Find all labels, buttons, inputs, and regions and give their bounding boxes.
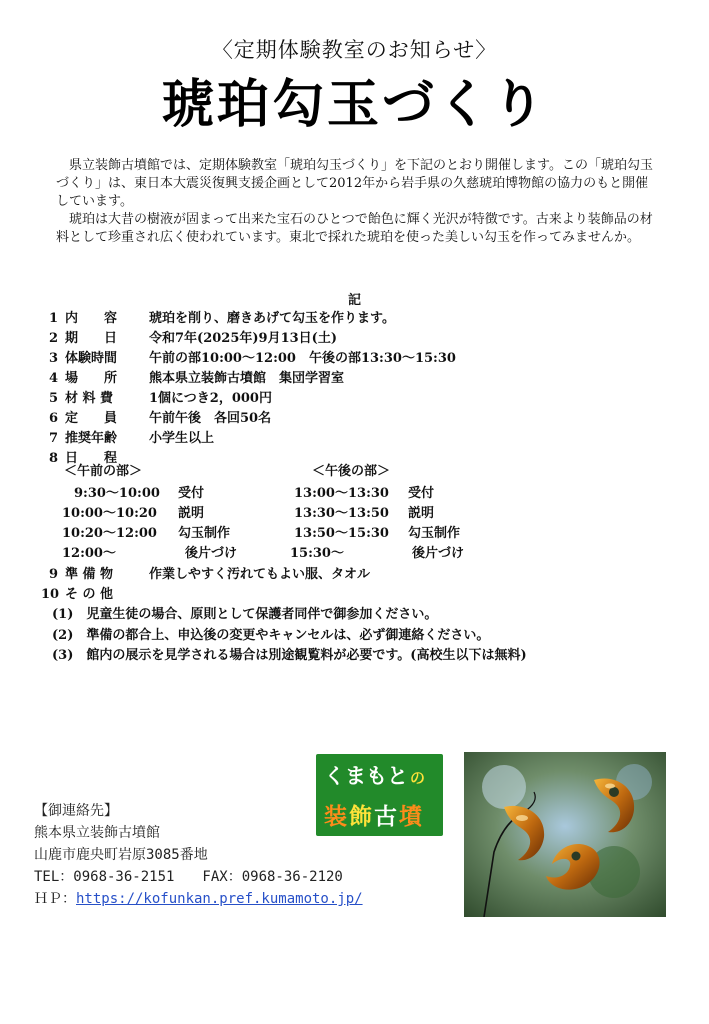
- detail-value: 午前の部10:00～12:00 午後の部13:30～15:30: [149, 351, 456, 366]
- detail-row-content: [49, 309, 395, 329]
- contact-address: 山鹿市鹿央町岩原3085番地: [34, 847, 208, 863]
- detail-row-capacity: [49, 409, 271, 429]
- page-title: 琥珀勾玉づくり: [161, 75, 547, 135]
- detail-label: 材 料 費: [65, 391, 114, 406]
- contact-block: [34, 800, 363, 910]
- logo-char: 古: [374, 804, 399, 830]
- detail-label: 定 員: [65, 411, 118, 426]
- intro-text: [56, 157, 660, 247]
- schedule-pm-time: 13:50～15:30: [294, 526, 389, 541]
- schedule-am-activity: 説明: [178, 506, 205, 521]
- logo-text-kumamoto: くまもと: [324, 764, 408, 788]
- note-item: (2) 準備の都合上、申込後の変更やキャンセルは、必ず御連絡ください。: [52, 628, 490, 643]
- contact-heading: 【御連絡先】: [34, 803, 118, 819]
- detail-label: 日 程: [65, 451, 118, 466]
- schedule-pm-time: 15:30～: [290, 546, 344, 561]
- schedule-am-time: 10:20～12:00: [62, 526, 157, 541]
- schedule-am-time: 12:00～: [62, 546, 116, 561]
- schedule-pm-activity: 受付: [408, 486, 435, 501]
- detail-label: 準 備 物: [65, 567, 114, 582]
- logo-char: 墳: [399, 804, 424, 830]
- notice-subtitle: 〈定期体験教室のお知らせ〉: [211, 38, 498, 62]
- logo-char: 装: [324, 804, 349, 830]
- detail-label: 期 日: [65, 331, 118, 346]
- contact-tel-fax: TEL：0968-36-2151 FAX：0968-36-2120: [34, 869, 343, 885]
- bokeh-light: [482, 765, 526, 809]
- detail-row-age: [49, 429, 214, 449]
- detail-row-items: [49, 565, 370, 585]
- highlight: [516, 815, 528, 821]
- magatama-hole: [609, 787, 619, 797]
- detail-row-fee: [49, 389, 272, 409]
- detail-value: 令和7年(2025年)9月13日(土): [149, 331, 337, 346]
- schedule-am-time: 10:00～10:20: [62, 506, 157, 521]
- detail-number: 1: [49, 311, 59, 326]
- logo-text-no: の: [410, 769, 426, 787]
- hp-link[interactable]: https://kofunkan.pref.kumamoto.jp/: [76, 891, 363, 907]
- detail-number: 6: [49, 411, 59, 426]
- detail-value: 作業しやすく汚れてもよい服、タオル: [149, 567, 371, 582]
- detail-number: 9: [49, 567, 59, 582]
- note-item: (1) 児童生徒の場合、原則として保護者同伴で御参加ください。: [52, 607, 438, 622]
- detail-label: そ の 他: [65, 587, 114, 602]
- contact-name: 熊本県立装飾古墳館: [34, 825, 160, 841]
- detail-number: 8: [49, 451, 59, 466]
- schedule-pm-activity: 勾玉制作: [408, 526, 461, 541]
- detail-value: 午前午後 各回50名: [149, 411, 272, 426]
- highlight: [605, 784, 615, 789]
- schedule-pm-time: 13:30～13:50: [294, 506, 389, 521]
- detail-number: 4: [49, 371, 59, 386]
- detail-number: 7: [49, 431, 59, 446]
- magatama-hole: [572, 852, 581, 861]
- magatama-photo: [464, 752, 666, 917]
- detail-number: 2: [49, 331, 59, 346]
- schedule-pm-activity: 後片づけ: [412, 546, 465, 561]
- schedule-am-header: ＜午前の部＞: [64, 464, 143, 479]
- detail-value: 琥珀を削り、磨きあげて勾玉を作ります。: [149, 311, 395, 326]
- logo-char: 飾: [349, 804, 374, 830]
- note-item: (3) 館内の展示を見学される場合は別途観覧料が必要です。(高校生以下は無料): [52, 648, 527, 663]
- detail-value: 熊本県立装飾古墳館 集団学習室: [149, 371, 345, 386]
- schedule-am-time: 9:30～10:00: [74, 486, 160, 501]
- detail-row-date: [49, 329, 337, 349]
- schedule-pm-time: 13:00～13:30: [294, 486, 389, 501]
- detail-row-time: [49, 349, 456, 369]
- detail-number: 10: [41, 587, 60, 602]
- schedule-am-activity: 勾玉制作: [178, 526, 231, 541]
- detail-label: 内 容: [65, 311, 118, 326]
- detail-number: 5: [49, 391, 59, 406]
- schedule-am-activity: 受付: [178, 486, 205, 501]
- detail-label: 場 所: [65, 371, 118, 386]
- detail-row-other: [41, 585, 149, 605]
- detail-row-place: [49, 369, 344, 389]
- schedule-pm-header: ＜午後の部＞: [312, 464, 391, 479]
- detail-number: 3: [49, 351, 59, 366]
- intro-paragraph-2: 琥珀は大昔の樹液が固まって出来た宝石のひとつで飴色に輝く光沢が特徴です。古来より装飾品の材料として珍重され広く使われています。東北で採れた琥珀を使った美しい勾玉を作ってみませんか。: [56, 212, 653, 245]
- detail-value: 小学生以上: [149, 431, 215, 446]
- detail-value: 1個につき2，000円: [149, 391, 272, 406]
- schedule-am-activity: 後片づけ: [185, 546, 238, 561]
- schedule-pm-activity: 説明: [408, 506, 435, 521]
- detail-label: 体験時間: [65, 351, 118, 366]
- contact-hp: [34, 888, 363, 910]
- intro-paragraph-1: 県立装飾古墳館では、定期体験教室「琥珀勾玉づくり」を下記のとおり開催します。この「琥珀勾玉づくり」は、東日本大震災復興支援企画として2012年から岩手県の久慈琥珀博物館の協力のもと開催しています。: [56, 158, 653, 209]
- ki-heading: 記: [347, 293, 361, 308]
- hp-label: ＨＰ：: [34, 891, 76, 907]
- detail-label: 推奨年齢: [65, 431, 118, 446]
